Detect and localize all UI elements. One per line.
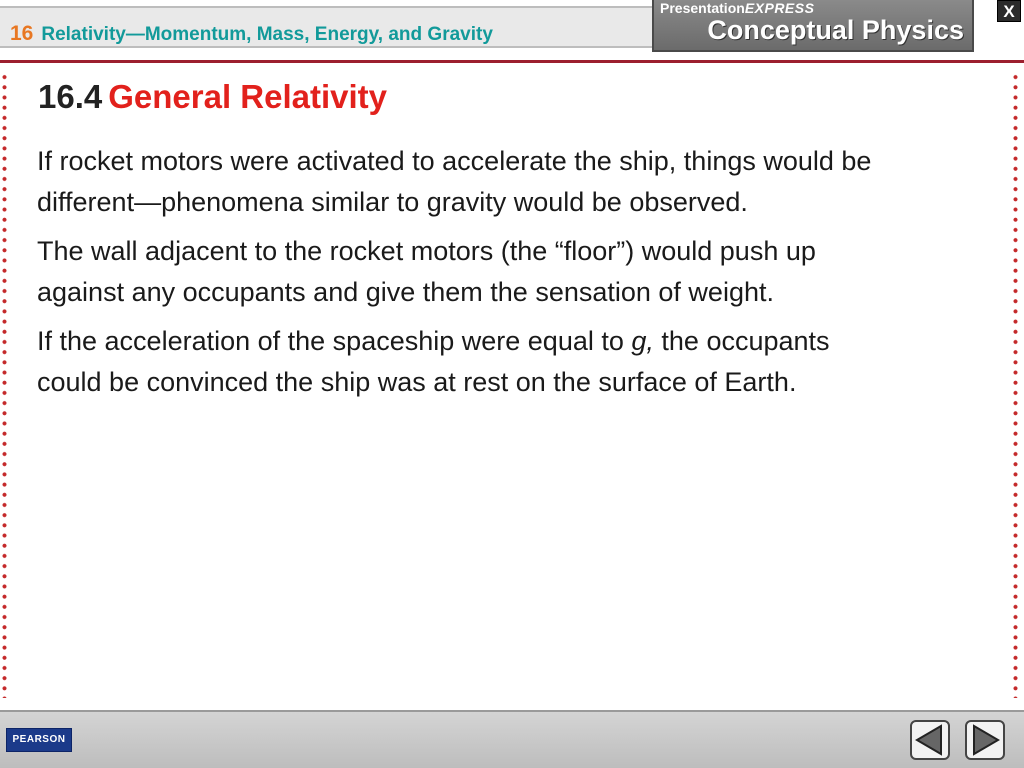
brand-presentation-express [660,0,814,16]
paragraph-2: The wall adjacent to the rocket motors (the “floor”) would push up against any occupants and give them the sensation of weight. [37,236,816,307]
previous-slide-button[interactable] [910,720,950,760]
header-divider [0,60,1024,63]
right-arrow-icon [965,720,1005,760]
left-arrow-icon [910,720,950,760]
chapter-title-text: Relativity—Momentum, Mass, Energy, and Gravity [41,24,493,45]
slide-body [37,141,877,411]
section-title: General Relativity [108,78,388,115]
brand-presentation: Presentation [660,0,745,16]
brand-logo [652,0,974,52]
chapter-number: 16 [10,22,34,45]
chapter-title [10,19,493,49]
close-button[interactable]: X [997,0,1021,22]
pearson-logo: PEARSON [6,728,72,752]
paragraph-3-before: If the acceleration of the spaceship were equal to [37,326,632,356]
slide-title [38,78,387,116]
paragraph-3-after: the occupants could be convinced the ship was at rest on the surface of Earth. [37,326,830,397]
paragraph-3-italic: g, [631,326,654,356]
brand-express: EXPRESS [744,0,815,16]
brand-title: Conceptual Physics [707,15,964,45]
next-slide-button[interactable] [965,720,1005,760]
paragraph-1: If rocket motors were activated to accelerate the ship, things would be different—phenomena similar to gravity would be observed. [37,146,872,217]
paragraph-3 [37,321,877,403]
header [0,0,1024,62]
left-dotted-border [2,72,7,698]
section-number: 16.4 [38,78,103,115]
right-dotted-border [1013,72,1018,698]
footer [0,710,1024,768]
